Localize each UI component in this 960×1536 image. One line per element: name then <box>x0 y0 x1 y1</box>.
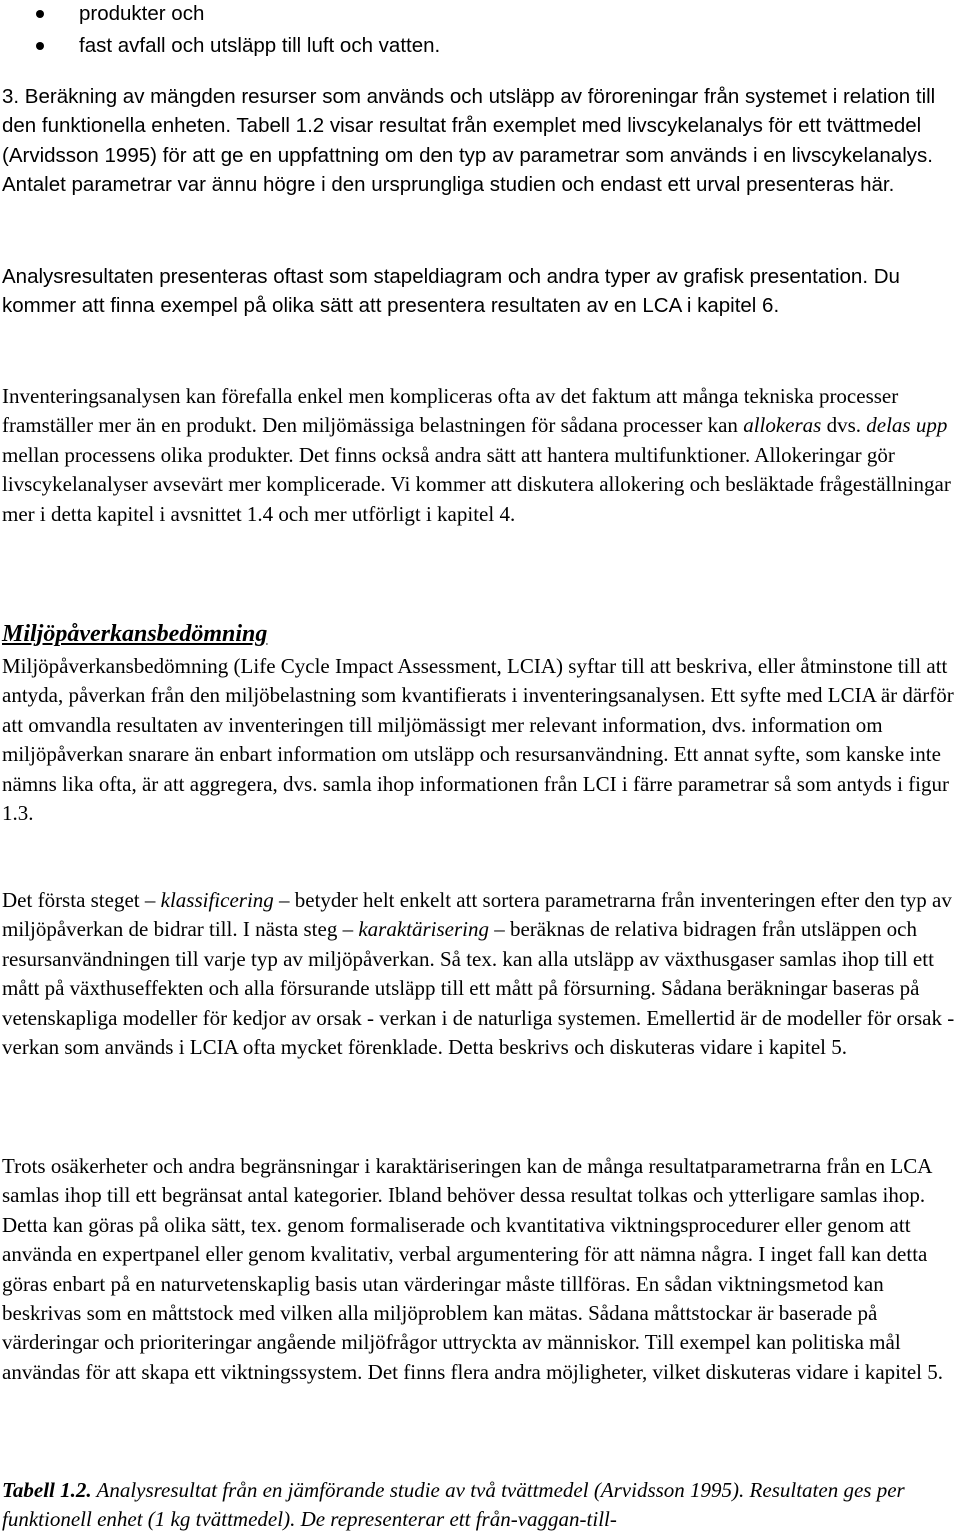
steps-text-c: – beräknas de relativa bidragen från utsläppen och resursanvändningen till varje typ av miljöpåverkan. Så tex. kan alla utsläpp av växthusgaser samlas ihop till ett mått på växthuseffekten och alla försurande utsläpp till ett mått på försurning. Sådana beräkningar baseras på vetenskapliga modeller för kedjor av orsak - verkan i de naturliga systemen. Emellertid är de modeller för orsak - verkan som används i LCIA ofta mycket förenklade. Detta beskrivs och diskuteras vidare i kapitel 5. <box>2 917 955 1060</box>
lcia-paragraph: Miljöpåverkansbedömning (Life Cycle Impact Assessment, LCIA) syftar till att beskriva, eller åtminstone till att antyda, påverkan från den miljöbelastning som kvantifierats i inventeringsanalysen. Ett syfte med LCIA är därför att omvandla resultaten av inventeringen till miljömässigt mer relevant information, dvs. information om miljöpåverkan snarare än enbart information om utsläpp och resursanvändning. Ett annat syfte, som kanske inte nämns lika ofta, är att aggregera, dvs. samla ihop informationen från LCI i färre parametrar så som antyds i figur 1.3. <box>2 654 954 826</box>
inventory-text-a: Inventeringsanalysen kan förefalla enkel men kompliceras ofta av det faktum att många tekniska processer framställer mer än en produkt. Den miljömässiga belastningen för sådana processer kan <box>2 384 899 438</box>
step-3-text-cont: Antalet parametrar var ännu högre i den ursprungliga studien och endast ett urval presenteras här. <box>2 173 895 197</box>
step-3-text: 3. Beräkning av mängden resurser som används och utsläpp av föroreningar från systemet i relation till den funktionella enheten. Tabell 1.2 visar resultat från exemplet med livscykelanalys för ett tvättmedel (Arvidsson 1995) för att ge en uppfattning om den typ av parametrar som används i en livscykelanalys. <box>2 85 936 167</box>
table-caption <box>2 1476 958 1535</box>
section-heading: Miljöpåverkansbedömning <box>2 621 268 647</box>
step-3-paragraph <box>2 82 958 200</box>
bullet-list <box>0 0 440 62</box>
steps-paragraph <box>2 886 958 1062</box>
inventory-text-b: dvs. <box>821 413 867 438</box>
analysis-text: Analysresultaten presenteras oftast som stapeldiagram och andra typer av grafisk presentation. <box>2 265 869 288</box>
inventory-term-allokeras: allokeras <box>743 413 822 438</box>
bullet-item: produkter och <box>0 0 440 30</box>
weighting-paragraph: Trots osäkerheter och andra begränsningar i karaktäriseringen kan de många resultatparametrarna från en LCA samlas ihop till ett begränsat antal kategorier. Ibland behöver dessa resultat tolkas och ytterligare samlas ihop. Detta kan göras på olika sätt, tex. genom formaliserade och kvantitativa viktningsprocedurer eller genom att använda en expertpanel eller genom kvalitativ, verbal argumentering för att nämna några. I inget fall kan detta göras enbart på en naturvetenskaplig basis utan värderingar måste tillföras. En sådan viktningsmetod kan beskrivas som en måttstock med vilken alla miljöproblem kan mätas. Sådana måttstockar är baserade på värderingar och prioriteringar angående miljöfrågor uttryckta av människor. Till exempel kan politiska mål användas för att skapa ett viktningssystem. Det finns flera andra möjligheter, vilket diskuteras vidare i kapitel 5. <box>2 1154 943 1384</box>
analysis-paragraph <box>2 262 958 321</box>
analysis-text-cont: Du kommer att finna exempel på olika sätt att presentera resultaten av en LCA i kapitel 6. <box>2 265 900 318</box>
inventory-text-c: mellan processens olika produkter. Det finns också andra sätt att hantera multifunktioner. Allokeringar gör livscykelanalyser avsevärt mer komplicerade. Vi kommer att diskutera allokering och besläktade frågeställningar mer i detta kapitel i avsnittet 1.4 och mer utförligt i kapitel 4. <box>2 442 951 526</box>
steps-term-karaktarisering: karaktärisering <box>358 917 489 942</box>
steps-term-klassificering: klassificering <box>160 888 274 912</box>
bullet-item: fast avfall och utsläpp till luft och vatten. <box>0 30 440 62</box>
inventory-paragraph <box>2 382 958 529</box>
table-caption-text: Analysresultat från en jämförande studie av två tvättmedel (Arvidsson 1995). Resultaten ges per funktionell enhet (1 kg tvättmedel). De representerar ett från-vaggan-till- <box>2 1478 905 1532</box>
inventory-term-delas-upp: delas upp <box>866 413 948 438</box>
table-caption-label: Tabell 1.2. <box>2 1478 92 1502</box>
steps-text-a: Det första steget – <box>2 888 161 912</box>
steps-text-b: – betyder helt enkelt att sortera parametrarna från inventeringen efter den typ av miljöpåverkan de bidrar till. I nästa steg – <box>2 888 952 942</box>
